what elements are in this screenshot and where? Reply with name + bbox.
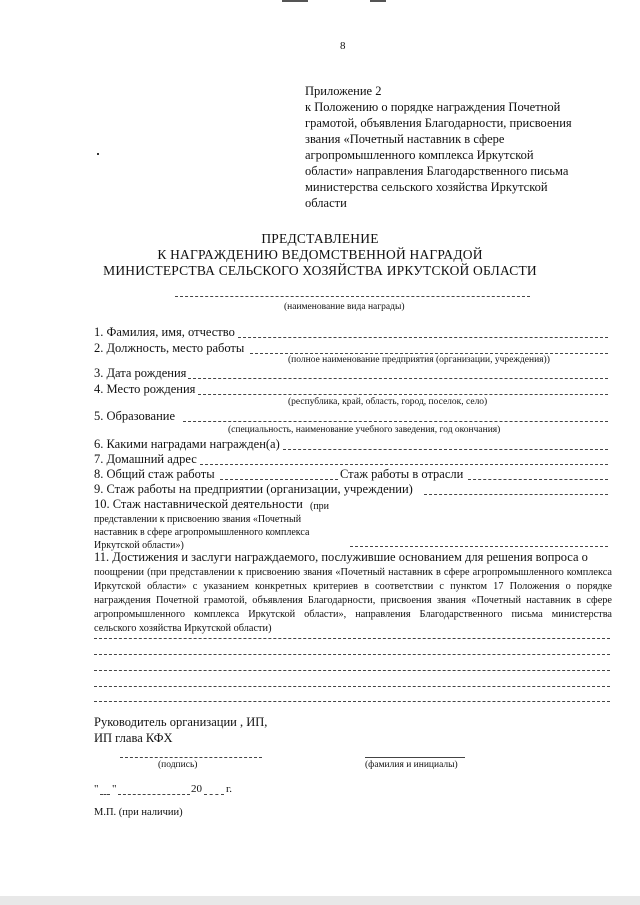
- mentoring-note: наставник в сфере агропромышленного комплекса: [94, 527, 310, 538]
- signature-line[interactable]: [120, 757, 262, 758]
- birth-date-line[interactable]: [188, 378, 608, 379]
- position-line[interactable]: [250, 353, 608, 354]
- full-name-line[interactable]: [238, 337, 608, 338]
- field-label-awards: 6. Какими наградами награжден(а): [94, 437, 280, 451]
- achievements-line[interactable]: [94, 670, 610, 671]
- achievements-line[interactable]: [94, 686, 610, 687]
- awards-line[interactable]: [283, 449, 608, 450]
- enterprise-experience-line[interactable]: [424, 494, 608, 495]
- total-experience-line[interactable]: [220, 479, 338, 480]
- scan-dot: [97, 153, 99, 155]
- head-title: Руководитель организации , ИП,: [94, 715, 268, 729]
- field-label-enterprise-experience: 9. Стаж работы на предприятии (организации, учреждении): [94, 482, 413, 496]
- name-initials-line[interactable]: [365, 757, 465, 758]
- field-label-education: 5. Образование: [94, 409, 176, 423]
- appendix-line: министерства сельского хозяйства Иркутской: [305, 180, 548, 194]
- appendix-line: к Положению о порядке награждения Почетной: [305, 100, 561, 114]
- document-title: ПРЕДСТАВЛЕНИЕ: [261, 231, 379, 246]
- scan-mark: [282, 0, 308, 2]
- mentoring-note: Иркутской области»): [94, 540, 184, 551]
- home-address-line[interactable]: [200, 464, 608, 465]
- appendix-line: Приложение 2: [305, 84, 382, 98]
- appendix-line: агропромышленного комплекса Иркутской: [305, 148, 534, 162]
- award-name-line[interactable]: [175, 296, 530, 297]
- education-line[interactable]: [183, 421, 608, 422]
- field-label-home-address: 7. Домашний адрес: [94, 452, 197, 466]
- appendix-line: области» направления Благодарственного письма: [305, 164, 569, 178]
- field-label-birth-date: 3. Дата рождения: [94, 366, 187, 380]
- mentoring-note: (при: [310, 501, 330, 512]
- achievements-line[interactable]: [94, 638, 610, 639]
- field-label-birth-place: 4. Место рождения: [94, 382, 196, 396]
- birth-place-caption: (республика, край, область, город, поселок, село): [288, 397, 488, 407]
- achievements-description: поощрении (при представлении к присвоению звания «Почетный наставник в сфере агропромышленного комплекса Иркутской области» с указанием конкретных критериев в соответствии с пунктом 17 Положения о порядке награждения Почетной грамотой, объявления Благодарности, присвоения звания «Почетный наставник в сфере агропромышленного комплекса Иркутской области», направления Благодарственного письма министерства сельского хозяйства Иркутской области): [94, 567, 612, 634]
- date-day-line[interactable]: [100, 794, 110, 795]
- achievements-line[interactable]: [94, 701, 610, 702]
- field-label-industry-experience: Стаж работы в отрасли: [340, 467, 464, 481]
- page-number: 8: [340, 40, 346, 52]
- document-subtitle: К НАГРАЖДЕНИЮ ВЕДОМСТВЕННОЙ НАГРАДОЙ: [157, 247, 483, 262]
- field-label-position: 2. Должность, место работы: [94, 341, 245, 355]
- appendix-line: области: [305, 196, 347, 210]
- signature-caption: (подпись): [158, 760, 198, 770]
- appendix-header: [305, 83, 605, 211]
- scan-bottom-edge: [0, 896, 640, 905]
- field-label-achievements: 11. Достижения и заслуги награждаемого, послужившие основанием для решения вопроса о: [94, 550, 588, 564]
- birth-place-line[interactable]: [198, 394, 608, 395]
- field-label-full-name: 1. Фамилия, имя, отчество: [94, 325, 235, 339]
- appendix-line: грамотой, объявления Благодарности, присвоения: [305, 116, 572, 130]
- name-initials-caption: (фамилия и инициалы): [365, 760, 458, 770]
- achievements-line[interactable]: [94, 654, 610, 655]
- document-subtitle: МИНИСТЕРСТВА СЕЛЬСКОГО ХОЗЯЙСТВА ИРКУТСКОЙ ОБЛАСТИ: [103, 263, 537, 278]
- education-caption: (специальность, наименование учебного заведения, год окончания): [228, 425, 501, 435]
- head-title: ИП глава КФХ: [94, 731, 173, 745]
- date-year-prefix: 20: [191, 783, 202, 795]
- date-month-line[interactable]: [118, 794, 190, 795]
- mentoring-experience-line[interactable]: [350, 546, 608, 547]
- industry-experience-line[interactable]: [468, 479, 608, 480]
- field-label-mentoring-experience: 10. Стаж наставнической деятельности: [94, 497, 303, 511]
- appendix-line: звания «Почетный наставник в сфере: [305, 132, 505, 146]
- stamp-label: М.П. (при наличии): [94, 807, 183, 818]
- field-label-total-experience: 8. Общий стаж работы: [94, 467, 215, 481]
- date-quote-open: ": [94, 783, 99, 795]
- position-caption: (полное наименование предприятия (организации, учреждения)): [288, 355, 550, 365]
- date-quote-close: ": [112, 783, 117, 795]
- mentoring-note: представлении к присвоению звания «Почетный: [94, 514, 302, 525]
- scan-mark: [370, 0, 386, 2]
- award-name-caption: (наименование вида награды): [284, 302, 405, 312]
- date-year-suffix: г.: [226, 783, 233, 795]
- date-year-line[interactable]: [204, 794, 224, 795]
